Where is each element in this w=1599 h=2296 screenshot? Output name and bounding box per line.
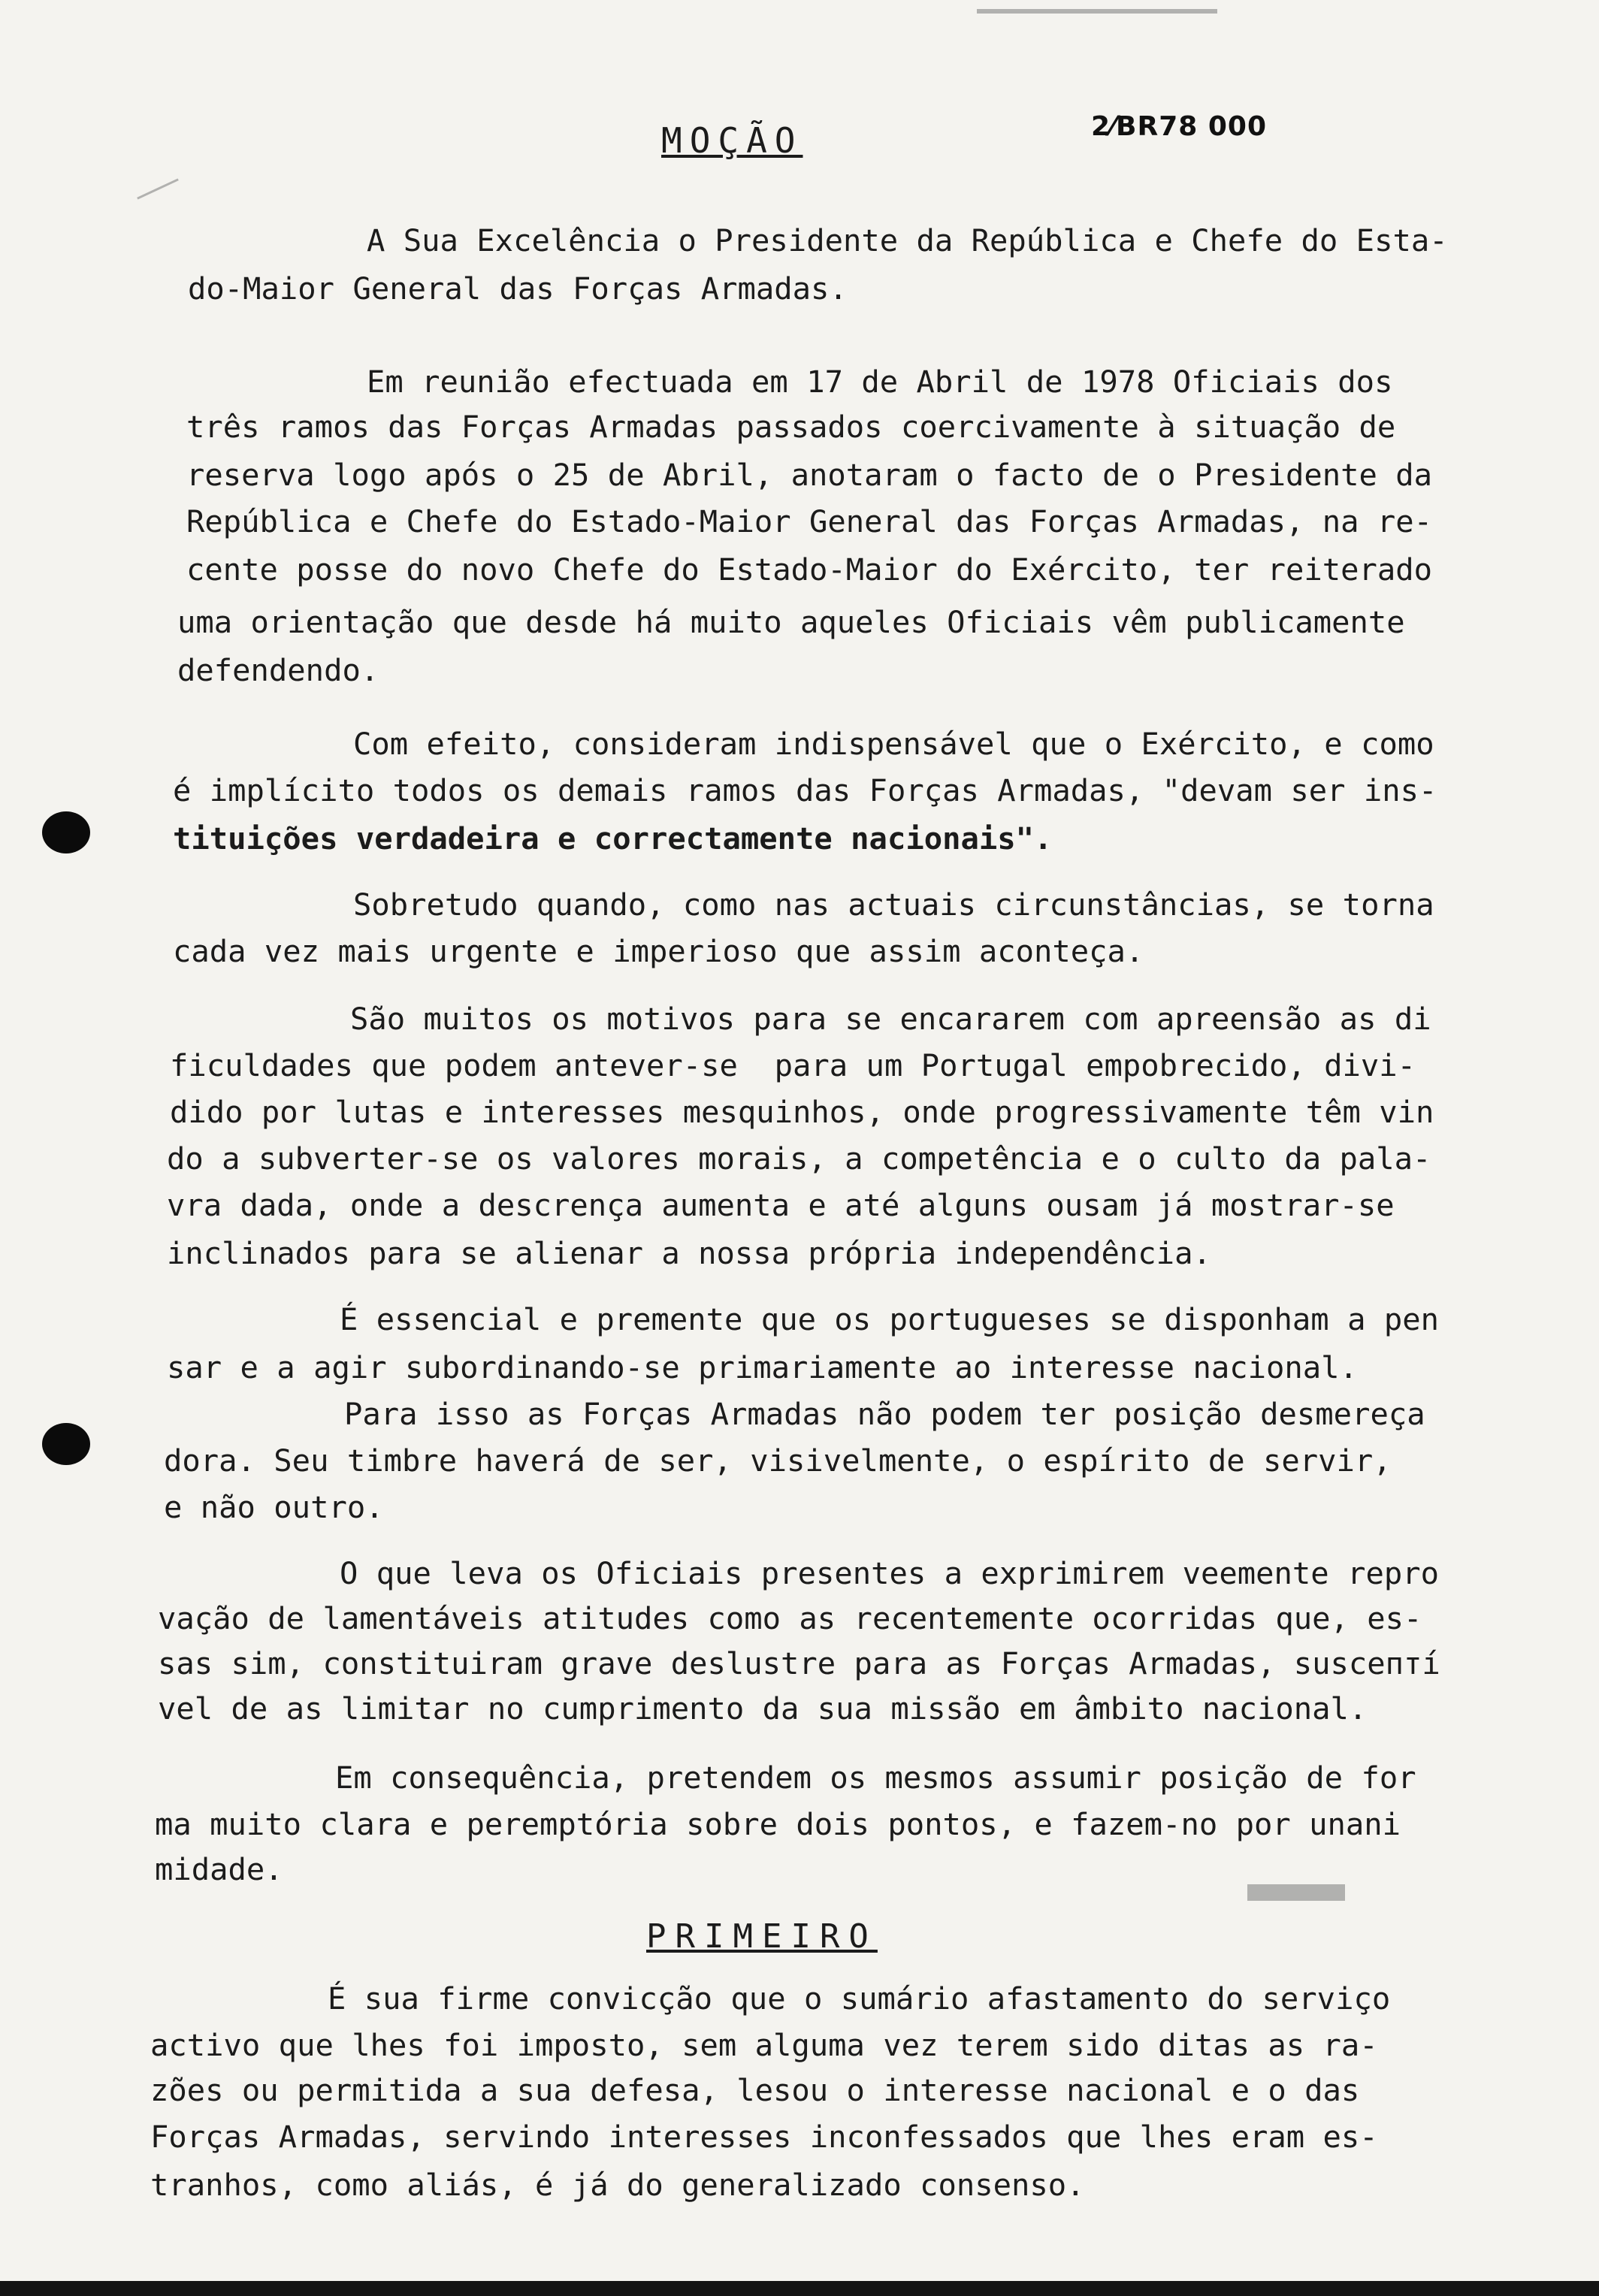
body-line: reserva logo após o 25 de Abril, anotaram o facto de o Presidente da <box>186 457 1433 493</box>
body-line: midade. <box>155 1851 283 1887</box>
scan-speck <box>1247 1884 1345 1901</box>
body-line: Com efeito, consideram indispensável que o Exército, e como <box>353 726 1434 762</box>
body-line: Em consequência, pretendem os mesmos assumir posição de for <box>335 1760 1416 1796</box>
date-stamp <box>1091 111 1267 142</box>
section-heading: PRIMEIRO <box>646 1917 878 1956</box>
body-line: é implícito todos os demais ramos das Forças Armadas, "devam ser ins- <box>173 772 1437 808</box>
body-line: ma muito clara e peremptória sobre dois pontos, e fazem-no por unani <box>155 1806 1401 1842</box>
body-line: É essencial e premente que os portugueses se disponham a pen <box>340 1301 1439 1337</box>
body-line: Sobretudo quando, como nas actuais circunstâncias, se torna <box>353 887 1434 923</box>
document-title: MOÇÃO <box>661 120 803 161</box>
date-stamp-text: 2⁄BR78 000 <box>1091 111 1267 142</box>
body-line: São muitos os motivos para se encararem com apreensão as di <box>350 1001 1431 1037</box>
body-line: zões ou permitida a sua defesa, lesou o interesse nacional e o das <box>150 2072 1360 2108</box>
body-line: dido por lutas e interesses mesquinhos, onde progressivamente têm vin <box>170 1094 1434 1130</box>
body-line: República e Chefe do Estado-Maior General das Forças Armadas, na re- <box>186 503 1433 539</box>
body-line: inclinados para se alienar a nossa própria independência. <box>167 1235 1211 1271</box>
body-line: e não outro. <box>164 1489 384 1525</box>
scan-speck <box>977 9 1217 14</box>
scan-edge <box>0 2281 1599 2296</box>
body-line: Para isso as Forças Armadas não podem ter posição desmereça <box>344 1396 1425 1432</box>
body-line: ficuldades que podem antever-se para um Portugal empobrecido, divi- <box>170 1047 1416 1083</box>
punch-hole <box>42 1423 90 1465</box>
body-line: defendendo. <box>177 652 379 688</box>
punch-hole <box>42 811 90 853</box>
body-line: uma orientação que desde há muito aqueles Oficiais vêm publicamente <box>177 604 1405 640</box>
body-line: O que leva os Oficiais presentes a exprimirem veemente repro <box>340 1555 1439 1591</box>
body-line: do a subverter-se os valores morais, a competência e o culto da pala- <box>167 1140 1431 1177</box>
address-line: do-Maior General das Forças Armadas. <box>188 270 848 307</box>
body-line: tranhos, como aliás, é já do generalizado consenso. <box>150 2167 1085 2203</box>
body-line: dora. Seu timbre haverá de ser, visivelmente, o espírito de servir, <box>164 1443 1392 1479</box>
scan-speck <box>137 178 179 199</box>
body-line: tituições verdadeira e correctamente nacionais". <box>173 820 1053 856</box>
body-line: sas sim, constituiram grave deslustre para as Forças Armadas, suscептí <box>158 1645 1440 1681</box>
body-line: cente posse do novo Chefe do Estado-Maior do Exército, ter reiterado <box>186 551 1433 588</box>
body-line: Forças Armadas, servindo interesses inconfessados que lhes eram es- <box>150 2119 1378 2155</box>
address-line: A Sua Excelência o Presidente da República e Chefe do Esta- <box>367 222 1448 258</box>
body-line: É sua firme convicção que o sumário afastamento do serviço <box>328 1980 1391 2017</box>
body-line: cada vez mais urgente e imperioso que assim aconteça. <box>173 933 1144 969</box>
body-line: activo que lhes foi imposto, sem alguma vez terem sido ditas as ra- <box>150 2027 1378 2063</box>
body-line: três ramos das Forças Armadas passados coercivamente à situação de <box>186 409 1396 445</box>
body-line: vação de lamentáveis atitudes como as recentemente ocorridas que, es- <box>158 1600 1422 1636</box>
body-line: sar e a agir subordinando-se primariamente ao interesse nacional. <box>167 1349 1358 1385</box>
body-line: Em reunião efectuada em 17 de Abril de 1978 Oficiais dos <box>367 364 1393 400</box>
body-line: vra dada, onde a descrença aumenta e até alguns ousam já mostrar-se <box>167 1187 1395 1223</box>
body-line: vel de as limitar no cumprimento da sua missão em âmbito nacional. <box>158 1690 1368 1727</box>
